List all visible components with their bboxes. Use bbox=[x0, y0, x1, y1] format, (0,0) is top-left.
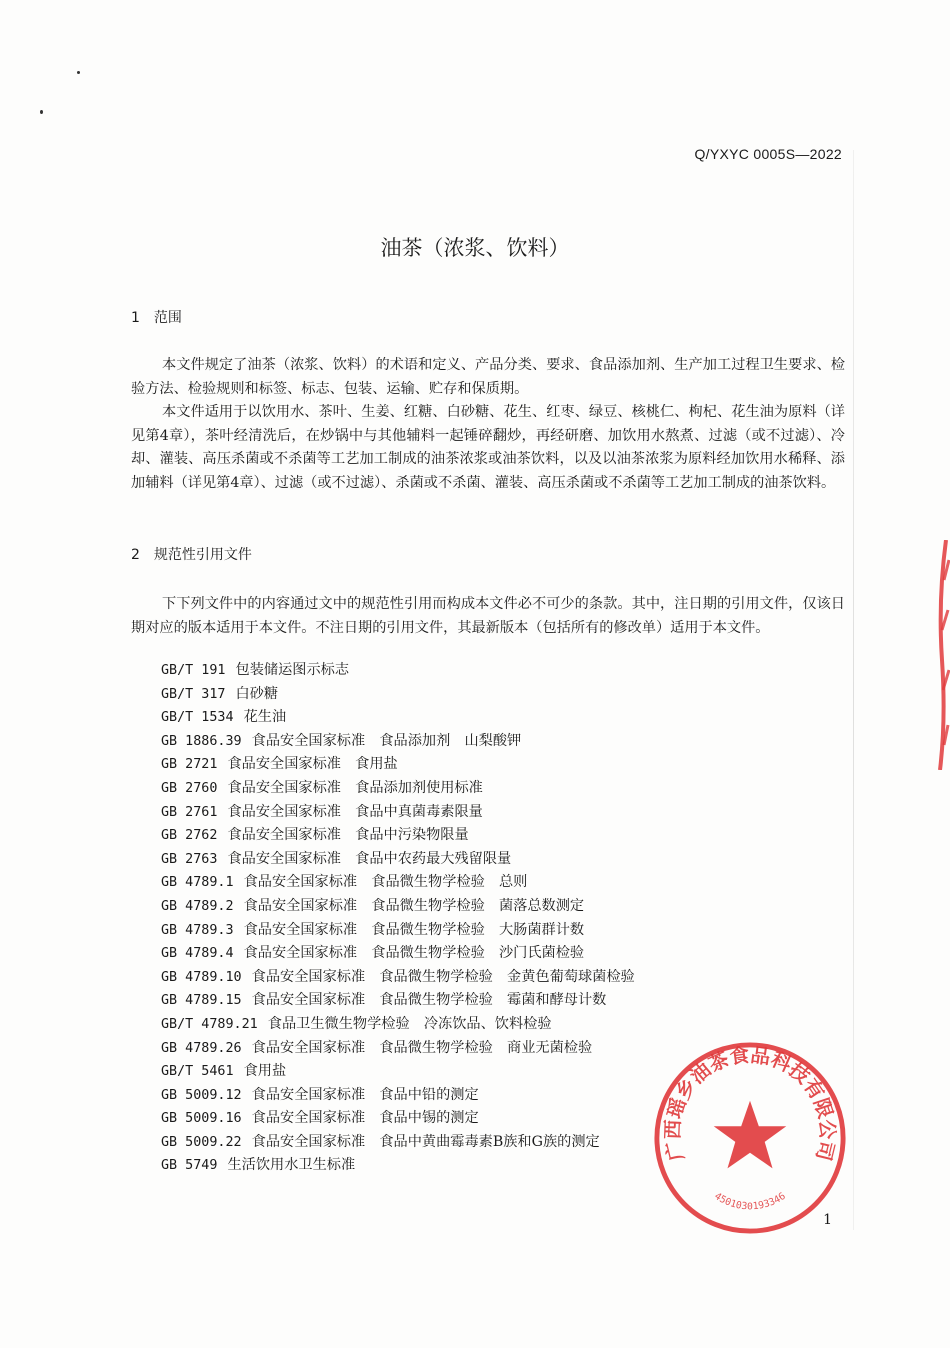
reference-item bbox=[161, 730, 635, 754]
reference-code: GB 4789.15 bbox=[161, 993, 242, 1009]
seal-number: 4501030193346 bbox=[712, 1190, 788, 1213]
reference-code: GB/T 317 bbox=[161, 686, 226, 702]
section-2-heading bbox=[131, 544, 252, 564]
reference-code: GB 4789.1 bbox=[161, 875, 234, 891]
reference-code: GB 5009.16 bbox=[161, 1111, 242, 1127]
scope-paragraph-2: 本文件适用于以饮用水、茶叶、生姜、红糖、白砂糖、花生、红枣、绿豆、核桃仁、枸杞、花生油为原料（详见第4章），茶叶经清洗后，在炒锅中与其他辅料一起锤碎翻炒，再经研磨、加饮用水熬煮、过滤（或不过滤）、冷却、灌装、高压杀菌或不杀菌等工艺加工制成的油茶浓浆或油茶饮料，以及以油茶浓浆为原料经加饮用水稀释、添加辅料（详见第4章）、过滤（或不过滤）、杀菌或不杀菌、灌装、高压杀菌或不杀菌等工艺加工制成的油茶饮料。 bbox=[131, 404, 845, 491]
reference-code: GB/T 191 bbox=[161, 663, 226, 678]
reference-code: GB 2760 bbox=[161, 780, 218, 796]
reference-title: 食品安全国家标准 食用盐 bbox=[227, 756, 398, 773]
reference-item bbox=[161, 848, 635, 872]
reference-title: 白砂糖 bbox=[235, 685, 279, 702]
reference-title: 食品安全国家标准 食品微生物学检验 总则 bbox=[243, 874, 528, 891]
reference-item bbox=[161, 777, 635, 801]
reference-code: GB 4789.2 bbox=[161, 898, 234, 914]
reference-item bbox=[161, 1013, 635, 1037]
reference-title: 食品安全国家标准 食品中铅的测定 bbox=[251, 1086, 479, 1103]
document-title: 油茶（浓浆、饮料） bbox=[380, 236, 570, 260]
reference-title: 食品安全国家标准 食品微生物学检验 沙门氏菌检验 bbox=[243, 945, 585, 962]
reference-item bbox=[161, 753, 635, 777]
reference-title: 食品安全国家标准 食品添加剂使用标准 bbox=[227, 779, 483, 796]
section-1-heading bbox=[131, 307, 182, 327]
reference-title: 食品安全国家标准 食品微生物学检验 商业无菌检验 bbox=[251, 1039, 593, 1056]
reference-title: 食品安全国家标准 食品中锡的测定 bbox=[251, 1110, 479, 1127]
reference-title: 食品安全国家标准 食品微生物学检验 菌落总数测定 bbox=[243, 897, 585, 914]
scan-speck bbox=[77, 71, 80, 74]
reference-code: GB 4789.10 bbox=[161, 969, 242, 985]
scan-speck bbox=[40, 110, 43, 114]
reference-title: 食品安全国家标准 食品微生物学检验 金黄色葡萄球菌检验 bbox=[251, 968, 635, 985]
reference-item bbox=[161, 683, 635, 707]
section-title: 范围 bbox=[153, 310, 182, 326]
reference-code: GB 5009.12 bbox=[161, 1087, 242, 1103]
seal-edge-fragment bbox=[936, 540, 950, 770]
section-title: 规范性引用文件 bbox=[153, 547, 252, 563]
reference-item bbox=[161, 1154, 635, 1178]
reference-title: 食用盐 bbox=[243, 1063, 287, 1080]
reference-item bbox=[161, 1107, 635, 1131]
reference-item bbox=[161, 1060, 635, 1084]
reference-title: 包装储运图示标志 bbox=[235, 662, 350, 678]
reference-item bbox=[161, 824, 635, 848]
reference-item bbox=[161, 1037, 635, 1061]
reference-code: GB 5009.22 bbox=[161, 1134, 242, 1150]
reference-item bbox=[161, 659, 635, 683]
reference-title: 食品安全国家标准 食品微生物学检验 霉菌和酵母计数 bbox=[251, 992, 607, 1009]
page-number: 1 bbox=[823, 1212, 832, 1228]
company-seal bbox=[652, 1040, 848, 1236]
reference-title: 食品安全国家标准 食品中农药最大残留限量 bbox=[227, 850, 512, 867]
reference-code: GB 1886.39 bbox=[161, 733, 242, 749]
reference-code: GB 4789.3 bbox=[161, 922, 234, 938]
section-number: 2 bbox=[131, 547, 140, 563]
reference-code: GB/T 1534 bbox=[161, 710, 234, 726]
reference-item bbox=[161, 895, 635, 919]
reference-code: GB 4789.4 bbox=[161, 946, 234, 962]
reference-item bbox=[161, 989, 635, 1013]
seal-text: 广西瑶乡油茶食品科技有限公司 bbox=[661, 1043, 839, 1163]
reference-item bbox=[161, 919, 635, 943]
scan-edge-line bbox=[853, 150, 854, 1230]
reference-code: GB 5749 bbox=[161, 1158, 218, 1174]
reference-item bbox=[161, 871, 635, 895]
reference-title: 生活饮用水卫生标准 bbox=[227, 1157, 356, 1174]
reference-title: 食品安全国家标准 食品中污染物限量 bbox=[227, 827, 469, 844]
reference-title: 食品卫生微生物学检验 冷冻饮品、饮料检验 bbox=[267, 1015, 552, 1032]
normative-references-intro: 下下列文件中的内容通过文中的规范性引用而构成本文件必不可少的条款。其中，注日期的引用文件，仅该日期对应的版本适用于本文件。不注日期的引用文件，其最新版本（包括所有的修改单）适用于本文件。 bbox=[131, 596, 845, 636]
reference-item bbox=[161, 706, 635, 730]
reference-code: GB 2721 bbox=[161, 757, 218, 773]
reference-item bbox=[161, 1084, 635, 1108]
reference-title: 食品安全国家标准 食品中真菌毒素限量 bbox=[227, 803, 483, 820]
svg-text:4501030193346 bbox=[712, 1191, 788, 1212]
reference-title: 花生油 bbox=[243, 709, 287, 726]
reference-code: GB 2763 bbox=[161, 851, 218, 867]
reference-list bbox=[161, 659, 635, 1178]
seal-star-icon bbox=[714, 1101, 787, 1169]
scope-paragraph-1: 本文件规定了油茶（浓浆、饮料）的术语和定义、产品分类、要求、食品添加剂、生产加工过程卫生要求、检验方法、检验规则和标签、标志、包装、运输、贮存和保质期。 bbox=[131, 357, 845, 397]
reference-item bbox=[161, 942, 635, 966]
reference-code: GB 4789.26 bbox=[161, 1040, 242, 1056]
document-code: Q/YXYC 0005S—2022 bbox=[694, 146, 842, 162]
reference-title: 食品安全国家标准 食品微生物学检验 大肠菌群计数 bbox=[243, 921, 585, 938]
reference-item bbox=[161, 801, 635, 825]
reference-code: GB 2762 bbox=[161, 828, 218, 844]
reference-code: GB/T 5461 bbox=[161, 1064, 234, 1080]
reference-code: GB 2761 bbox=[161, 804, 218, 820]
section-number: 1 bbox=[131, 310, 140, 326]
reference-title: 食品安全国家标准 食品中黄曲霉毒素B族和G族的测定 bbox=[251, 1133, 600, 1150]
reference-code: GB/T 4789.21 bbox=[161, 1016, 258, 1032]
reference-title: 食品安全国家标准 食品添加剂 山梨酸钾 bbox=[251, 732, 522, 749]
reference-item bbox=[161, 1131, 635, 1155]
reference-item bbox=[161, 966, 635, 990]
